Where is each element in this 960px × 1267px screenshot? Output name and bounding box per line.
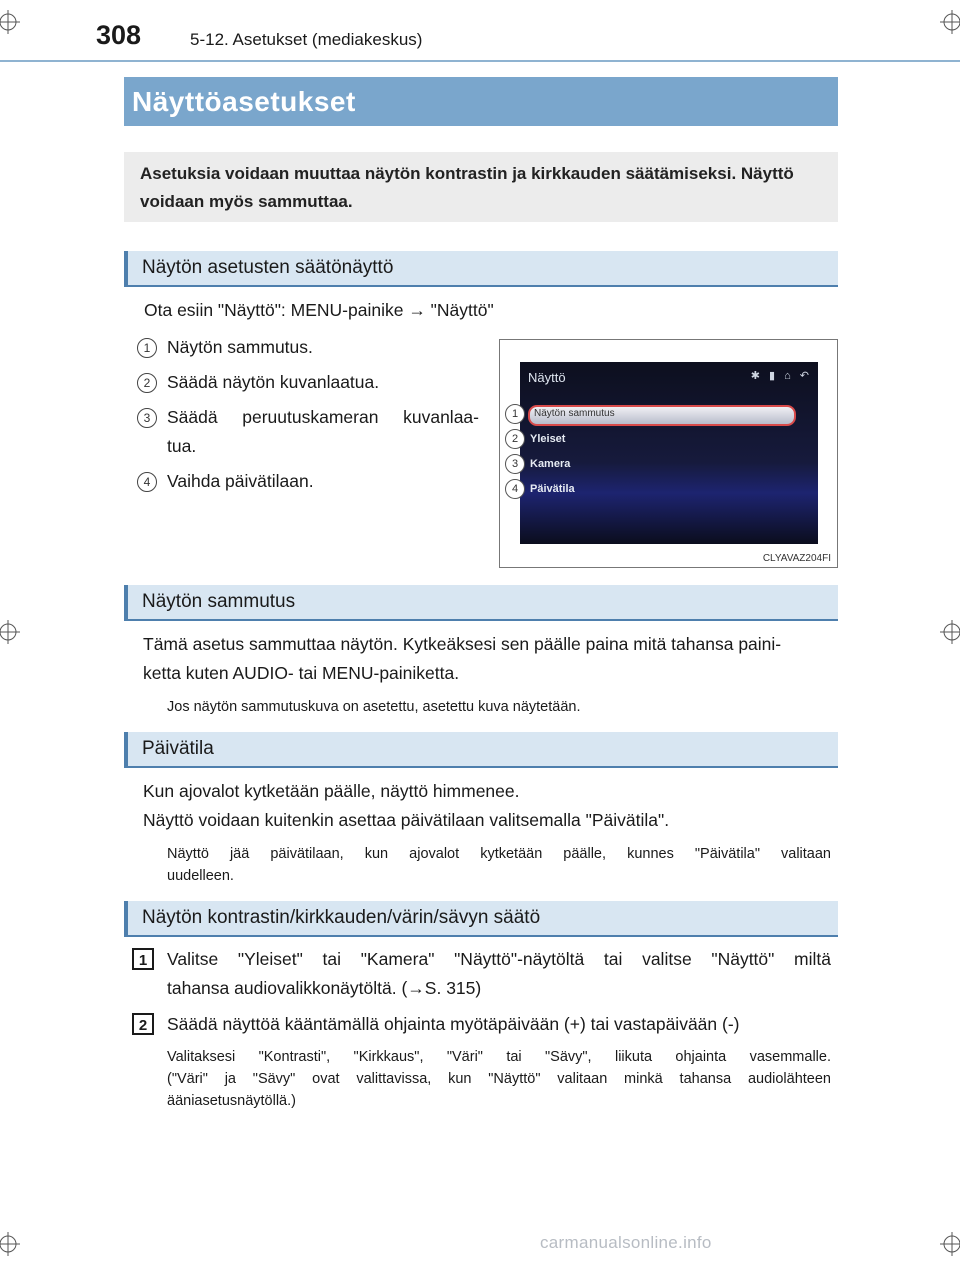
intro-box — [124, 152, 838, 222]
list-item: Säädä peruutuskameran kuvanlaa- — [167, 407, 479, 427]
paragraph: Näyttö voidaan kuitenkin asettaa päivätilaan valitsemalla "Päivätila". — [143, 810, 670, 830]
page-title-bar — [124, 77, 838, 126]
paragraph: ketta kuten AUDIO- tai MENU-painiketta. — [143, 663, 460, 683]
figure-code: CLYAVAZ204FI — [762, 553, 831, 564]
section-heading-text: Näytön asetusten säätönäyttö — [142, 257, 394, 278]
paragraph: Kun ajovalot kytketään päälle, näyttö himmenee. — [143, 781, 520, 801]
list-item: Säädä näytön kuvanlaatua. — [167, 372, 380, 392]
figure-callout: 3 — [505, 454, 525, 474]
section-heading-screen-off — [124, 585, 838, 621]
section-heading-day-mode — [124, 732, 838, 768]
note-continued: ääniasetusnäytöllä.) — [167, 1093, 296, 1109]
screen-item-general: Yleiset — [530, 433, 566, 445]
screen-selected-item — [528, 405, 796, 426]
section-heading-text: Päivätila — [142, 738, 214, 759]
page-title: Näyttöasetukset — [132, 86, 356, 117]
figure-callout: 1 — [505, 404, 525, 424]
header-divider — [0, 60, 960, 62]
item-number-badge: 2 — [137, 373, 157, 393]
step-number: 2 — [132, 1013, 154, 1035]
step-text: Valitse "Yleiset" tai "Kamera" "Näyttö"-näytöltä tai valitse "Näyttö" miltä — [167, 949, 831, 969]
list-item: Vaihda päivätilaan. — [167, 471, 314, 491]
step-number: 1 — [132, 948, 154, 970]
step-text-continued: tahansa audiovalikkonäytöltä. (→S. 315) — [167, 978, 482, 998]
list-item-continued: tua. — [167, 436, 197, 456]
note: Jos näytön sammutuskuva on asetettu, asetettu kuva näytetään. — [167, 699, 581, 715]
crop-mark-icon — [940, 1232, 960, 1256]
item-number-badge: 1 — [137, 338, 157, 358]
note: Valitaksesi "Kontrasti", "Kirkkaus", "Väri" tai "Sävy", liikuta ohjainta vasemmalle. — [167, 1049, 831, 1065]
note-continued: uudelleen. — [167, 868, 234, 884]
section-heading-settings-screen — [124, 251, 838, 287]
list-item: Näytön sammutus. — [167, 337, 313, 357]
section-heading-text: Näytön kontrastin/kirkkauden/värin/sävyn säätö — [142, 907, 541, 928]
crop-mark-icon — [0, 10, 20, 34]
display-screen-figure — [499, 339, 838, 568]
page-number: 308 — [96, 20, 142, 50]
item-number-badge: 4 — [137, 472, 157, 492]
note: ("Väri" ja "Sävy" ovat valittavissa, kun "Näyttö" valitaan minkä tahansa audiolähteen — [167, 1071, 831, 1087]
section-lead: Ota esiin "Näyttö": MENU-painike → "Näyttö" — [144, 300, 494, 320]
section-heading-text: Näytön sammutus — [142, 591, 296, 612]
paragraph: Tämä asetus sammuttaa näytön. Kytkeäksesi sen päälle paina mitä tahansa paini- — [143, 634, 782, 654]
intro-text: Asetuksia voidaan muuttaa näytön kontrastin ja kirkkauden säätämiseksi. Näyttö voidaan myös sammuttaa. — [140, 164, 794, 211]
screen-item-screen-off: Näytön sammutus — [534, 408, 615, 419]
footer-watermark: carmanualsonline.info — [540, 1233, 712, 1252]
note: Näyttö jää päivätilaan, kun ajovalot kytketään päälle, kunnes "Päivätila" valitaan — [167, 846, 831, 862]
screen-item-camera: Kamera — [530, 458, 571, 470]
figure-callout: 4 — [505, 479, 525, 499]
crop-mark-icon — [0, 1232, 20, 1256]
crop-mark-icon — [0, 620, 20, 644]
section-heading-contrast — [124, 901, 838, 937]
chapter-title: 5-12. Asetukset (mediakeskus) — [190, 30, 423, 49]
item-number-badge: 3 — [137, 408, 157, 428]
screen-item-day-mode: Päivätila — [530, 483, 575, 495]
screen-image — [520, 362, 818, 544]
step-text: Säädä näyttöä kääntämällä ohjainta myötäpäivään (+) tai vastapäivään (-) — [167, 1014, 740, 1034]
crop-mark-icon — [940, 620, 960, 644]
crop-mark-icon — [940, 10, 960, 34]
status-icons: ✱ ▮ ⌂ ↶ — [750, 370, 812, 382]
figure-callout: 2 — [505, 429, 525, 449]
screen-title: Näyttö — [528, 370, 566, 385]
